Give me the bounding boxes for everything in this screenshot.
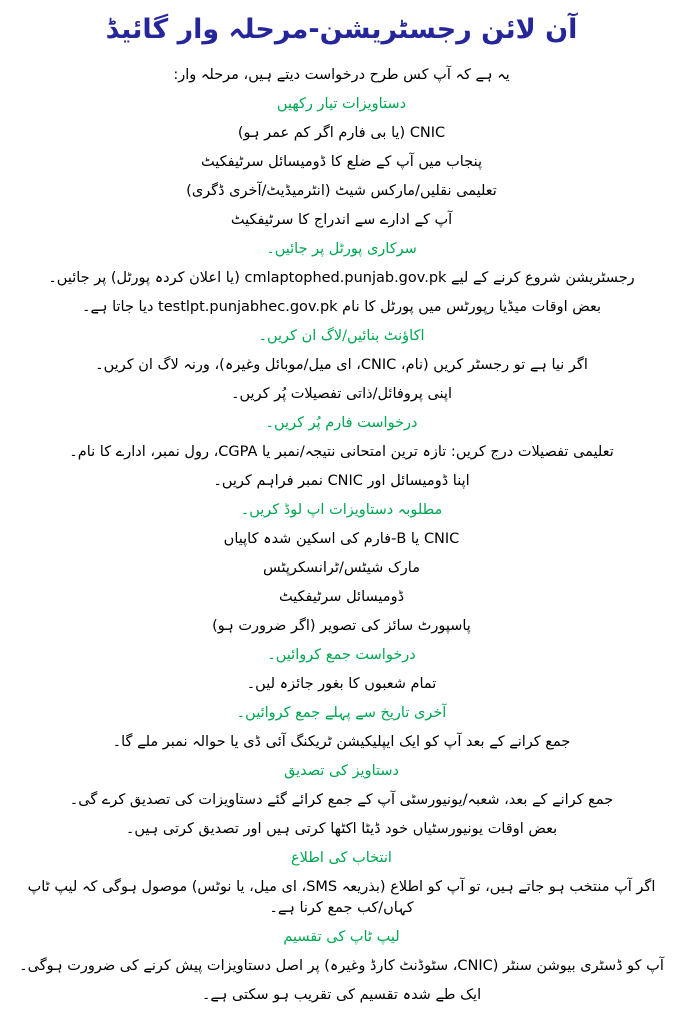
body-line: آپ کے ادارے سے اندراج کا سرٹیفکیٹ xyxy=(230,211,453,228)
body-line: مارک شیٹس/ٹرانسکرپٹس xyxy=(263,559,420,576)
body-line: تمام شعبوں کا بغور جائزہ لیں۔ xyxy=(246,675,437,692)
body-line: ڈومیسائل سرٹیفکیٹ xyxy=(278,588,405,605)
body-line: CNIC یا B-فارم کی اسکین شدہ کاپیاں xyxy=(223,530,460,547)
section-heading: دستاویز کی تصدیق xyxy=(284,762,399,779)
section-heading: سرکاری پورٹل پر جائیں۔ xyxy=(266,240,417,257)
section-heading: درخواست جمع کروائیں۔ xyxy=(267,646,416,663)
body-line: بعض اوقات یونیورسٹیاں خود ڈیٹا اکٹھا کرتی ہیں اور تصدیق کرتی ہیں۔ xyxy=(125,820,558,837)
section-heading: انتخاب کی اطلاع xyxy=(291,849,392,866)
body-line: آپ کو ڈسٹری بیوشن سنٹر (CNIC، سٹوڈنٹ کارڈ وغیرہ) پر اصل دستاویزات پیش کرنے کی ضرورت ہوگی۔ xyxy=(19,957,664,974)
body-line: رجسٹریشن شروع کرنے کے لیے cmlaptophed.punjab.gov.pk (یا اعلان کردہ پورٹل) پر جائیں۔ xyxy=(48,269,635,286)
intro-text: یہ ہے کہ آپ کس طرح درخواست دیتے ہیں، مرحلہ وار: xyxy=(173,66,510,83)
body-line: تعلیمی نقلیں/مارکس شیٹ (انٹرمیڈیٹ/آخری ڈگری) xyxy=(186,182,497,199)
section-heading: دستاویزات تیار رکھیں xyxy=(276,95,407,112)
body-line: اپنا ڈومیسائل اور CNIC نمبر فراہم کریں۔ xyxy=(213,472,470,489)
body-line: پاسپورٹ سائز کی تصویر (اگر ضرورت ہو) xyxy=(212,617,471,634)
sections-container xyxy=(8,94,675,1007)
body-line: ایک طے شدہ تقسیم کی تقریب ہو سکتی ہے۔ xyxy=(201,987,482,1003)
section-heading: لیپ ٹاپ کی تقسیم xyxy=(283,928,400,945)
body-line: بعض اوقات میڈیا رپورٹس میں پورٹل کا نام testlpt.punjabhec.gov.pk دیا جاتا ہے۔ xyxy=(81,298,601,315)
section-heading: آخری تاریخ سے پہلے جمع کروائیں۔ xyxy=(236,704,447,721)
body-line: پنجاب میں آپ کے ضلع کا ڈومیسائل سرٹیفکیٹ xyxy=(200,153,482,170)
body-line: CNIC (یا بی فارم اگر کم عمر ہو) xyxy=(237,124,446,141)
body-line: اپنی پروفائل/ذاتی تفصیلات پُر کریں۔ xyxy=(231,385,452,402)
body-line: تعلیمی تفصیلات درج کریں: تازہ ترین امتحانی نتیجہ/نمبر یا CGPA، رول نمبر، ادارے کا نام۔ xyxy=(69,443,614,460)
page-title: آن لائن رجسٹریشن-مرحلہ وار گائیڈ xyxy=(105,14,578,45)
section-heading: اکاؤنٹ بنائیں/لاگ ان کریں۔ xyxy=(258,327,425,344)
body-line: اگر آپ منتخب ہو جاتے ہیں، تو آپ کو اطلاع (بذریعہ SMS، ای میل، یا نوٹس) موصول ہوگی کہ لیپ ٹاپ کہاں/کب جمع کرنا ہے۔ xyxy=(27,878,656,916)
body-line: جمع کرانے کے بعد، شعبہ/یونیورسٹی آپ کے جمع کرائے گئے دستاویزات کی تصدیق کرے گی۔ xyxy=(69,791,614,808)
section-heading: درخواست فارم پُر کریں۔ xyxy=(265,414,418,431)
body-line: اگر نیا ہے تو رجسٹر کریں (نام، CNIC، ای میل/موبائل وغیرہ)، ورنہ لاگ ان کریں۔ xyxy=(95,356,588,373)
body-line: جمع کرانے کے بعد آپ کو ایک ایپلیکیشن ٹریکنگ آئی ڈی یا حوالہ نمبر ملے گا۔ xyxy=(112,733,571,750)
section-heading: مطلوبہ دستاویزات اپ لوڈ کریں۔ xyxy=(240,501,443,518)
